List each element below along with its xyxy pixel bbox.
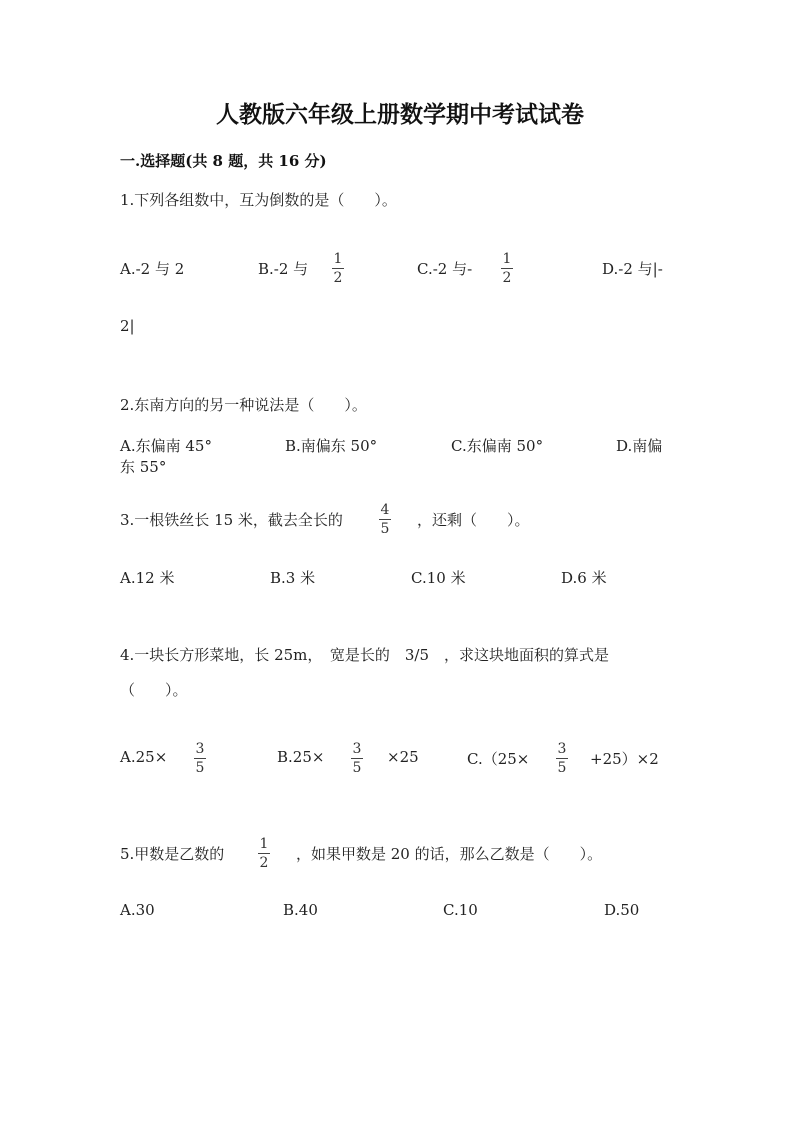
question-5-option-c[interactable]: C.10	[443, 901, 478, 919]
fraction-denominator: 2	[259, 855, 269, 871]
question-3-option-c[interactable]: C.10 米	[411, 569, 466, 587]
question-2-option-b[interactable]: B.南偏东 50°	[285, 437, 378, 455]
question-3-fraction	[379, 502, 391, 537]
question-5-option-d[interactable]: D.50	[604, 901, 640, 919]
question-1-option-d-continued: 2|	[120, 317, 135, 335]
question-2-option-d[interactable]: D.南偏	[616, 437, 663, 455]
fraction-numerator: 3	[195, 741, 205, 757]
question-4-option-c[interactable]: C.（25×	[467, 750, 530, 768]
question-1-option-a[interactable]: A.-2 与 2	[120, 260, 185, 278]
fraction-denominator: 5	[557, 760, 567, 776]
question-1-option-c-fraction	[501, 251, 513, 286]
question-3-stem-start: 3.一根铁丝长 15 米，截去全长的	[120, 511, 343, 529]
fraction-denominator: 5	[380, 521, 390, 537]
fraction-bar	[379, 519, 391, 520]
question-4-option-a[interactable]: A.25×	[120, 748, 168, 766]
question-5-stem-end: ，如果甲数是 20 的话，那么乙数是（ ）。	[296, 845, 603, 863]
question-1-stem: 1.下列各组数中，互为倒数的是（ ）。	[120, 191, 397, 209]
question-5-option-b[interactable]: B.40	[283, 901, 318, 919]
question-3-option-b[interactable]: B.3 米	[270, 569, 316, 587]
fraction-numerator: 1	[259, 836, 269, 852]
fraction-numerator: 3	[557, 741, 567, 757]
question-4-stem-continued: （ ）。	[120, 681, 188, 699]
question-4-option-c-end: +25）×2	[590, 750, 659, 768]
fraction-numerator: 1	[333, 251, 343, 267]
fraction-denominator: 5	[352, 760, 362, 776]
question-4-stem: 4.一块长方形菜地，长 25m， 宽是长的 3/5 ，求这块地面积的算式是	[120, 646, 610, 664]
fraction-numerator: 4	[380, 502, 390, 518]
question-2-option-a[interactable]: A.东偏南 45°	[120, 437, 212, 455]
question-5-option-a[interactable]: A.30	[120, 901, 155, 919]
fraction-bar	[351, 758, 363, 759]
fraction-numerator: 3	[352, 741, 362, 757]
fraction-numerator: 1	[502, 251, 512, 267]
question-2-stem: 2.东南方向的另一种说法是（ ）。	[120, 396, 367, 414]
question-4-option-a-fraction	[194, 741, 206, 776]
question-5-fraction	[258, 836, 270, 871]
fraction-bar	[556, 758, 568, 759]
fraction-bar	[332, 268, 344, 269]
question-4-option-c-fraction	[556, 741, 568, 776]
question-1-option-b[interactable]: B.-2 与	[258, 260, 309, 278]
question-4-option-b-end: ×25	[387, 748, 419, 766]
fraction-denominator: 2	[502, 270, 512, 286]
fraction-denominator: 2	[333, 270, 343, 286]
fraction-bar	[258, 853, 270, 854]
question-3-option-d[interactable]: D.6 米	[561, 569, 607, 587]
question-5-stem-start: 5.甲数是乙数的	[120, 845, 225, 863]
fraction-denominator: 5	[195, 760, 205, 776]
question-2-option-c[interactable]: C.东偏南 50°	[451, 437, 544, 455]
question-4-option-b[interactable]: B.25×	[277, 748, 325, 766]
fraction-bar	[501, 268, 513, 269]
question-3-option-a[interactable]: A.12 米	[120, 569, 175, 587]
question-1-option-b-fraction	[332, 251, 344, 286]
question-4-option-b-fraction	[351, 741, 363, 776]
page-title: 人教版六年级上册数学期中考试试卷	[216, 101, 584, 128]
question-1-option-d[interactable]: D.-2 与|-	[602, 260, 663, 278]
section-heading: 一.选择题(共 8 题，共 16 分)	[120, 152, 327, 170]
question-2-option-d-continued: 东 55°	[120, 458, 167, 476]
question-3-stem-end: ，还剩（ ）。	[417, 511, 530, 529]
fraction-bar	[194, 758, 206, 759]
question-1-option-c[interactable]: C.-2 与-	[417, 260, 473, 278]
